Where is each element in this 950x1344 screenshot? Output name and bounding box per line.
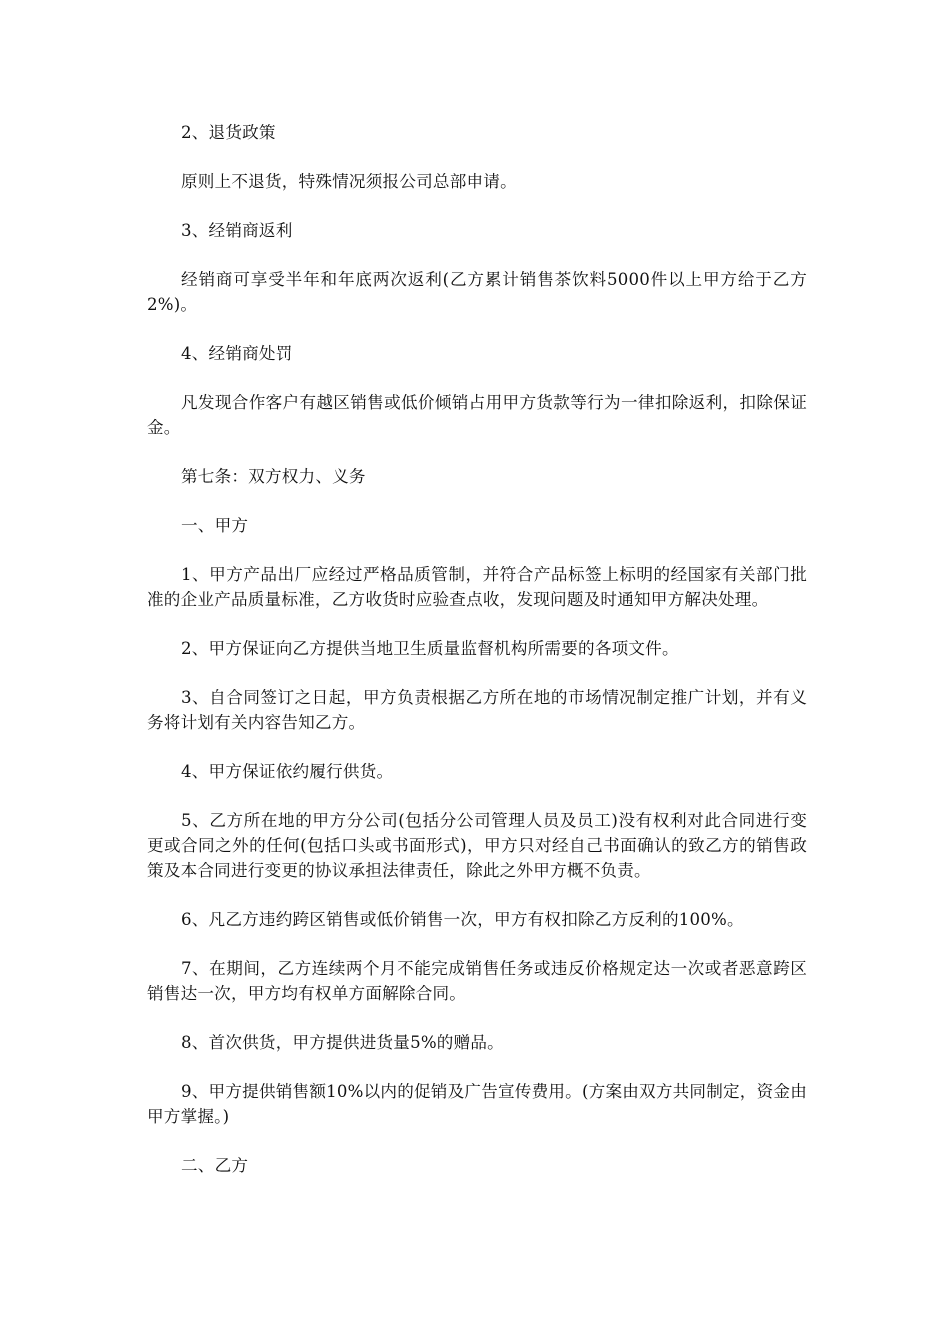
party-a-clause-9: 9、甲方提供销售额10%以内的促销及广告宣传费用。(方案由双方共同制定，资金由甲方掌握。)	[147, 1082, 807, 1126]
party-a-clause-4: 4、甲方保证依约履行供货。	[181, 762, 394, 781]
party-a-clause-3: 3、自合同签订之日起，甲方负责根据乙方所在地的市场情况制定推广计划，并有义务将计划有关内容告知乙方。	[147, 688, 807, 732]
party-a-clause-2: 2、甲方保证向乙方提供当地卫生质量监督机构所需要的各项文件。	[181, 639, 679, 658]
party-a-clause-5: 5、乙方所在地的甲方分公司(包括分公司管理人员及员工)没有权利对此合同进行变更或合同之外的任何(包括口头或书面形式)，甲方只对经自己书面确认的致乙方的销售政策及本合同进行变更的协议承担法律责任，除此之外甲方概不负责。	[147, 811, 807, 880]
party-a-clause-7: 7、在期间，乙方连续两个月不能完成销售任务或违反价格规定达一次或者恶意跨区销售达一次，甲方均有权单方面解除合同。	[147, 959, 807, 1003]
paragraph-dealer-rebate: 经销商可享受半年和年底两次返利(乙方累计销售茶饮料5000件以上甲方给于乙方2%)。	[147, 270, 807, 314]
party-b-heading: 二、乙方	[181, 1156, 249, 1175]
paragraph-dealer-penalty: 凡发现合作客户有越区销售或低价倾销占用甲方货款等行为一律扣除返利，扣除保证金。	[147, 393, 807, 437]
party-a-clause-1: 1、甲方产品出厂应经过严格品质管制，并符合产品标签上标明的经国家有关部门批准的企业产品质量标准，乙方收货时应验查点收，发现问题及时通知甲方解决处理。	[147, 565, 807, 609]
party-a-clause-8: 8、首次供货，甲方提供进货量5%的赠品。	[181, 1033, 504, 1052]
paragraph-return-policy: 原则上不退货，特殊情况须报公司总部申请。	[181, 172, 517, 191]
party-a-heading: 一、甲方	[181, 516, 249, 535]
heading-dealer-rebate: 3、经销商返利	[181, 221, 293, 240]
heading-return-policy: 2、退货政策	[181, 123, 276, 142]
document-page	[147, 120, 807, 1202]
party-a-clause-6: 6、凡乙方违约跨区销售或低价销售一次，甲方有权扣除乙方反利的100%。	[181, 910, 744, 929]
heading-dealer-penalty: 4、经销商处罚	[181, 344, 293, 363]
article-seven-heading: 第七条：双方权力、义务	[181, 467, 366, 486]
